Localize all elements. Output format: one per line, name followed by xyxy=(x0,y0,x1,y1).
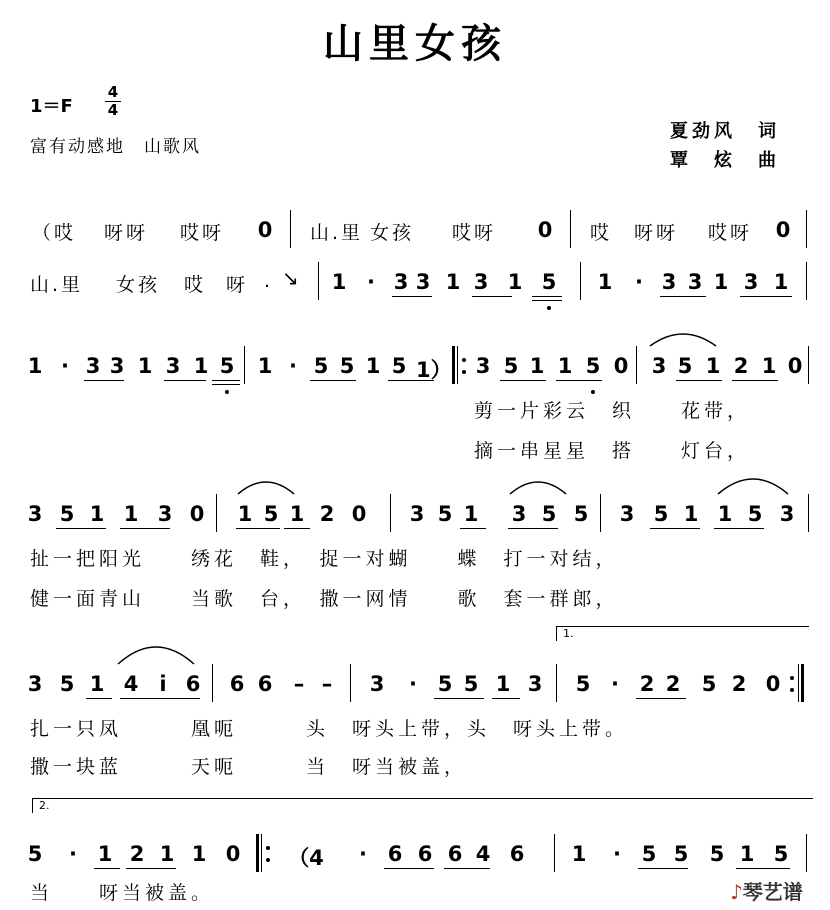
note: · xyxy=(69,842,77,866)
note: 2 xyxy=(731,672,747,696)
note: 5 xyxy=(773,842,789,866)
song-title: 山里女孩 xyxy=(323,21,507,67)
note: （4 xyxy=(288,846,324,870)
note: 1 xyxy=(191,842,207,866)
score-row-3 xyxy=(0,346,830,386)
lyrics-verse-1: 扯一把阳光 绣花 鞋， 捉一对蝴 蝶 打一对结， xyxy=(30,548,619,570)
note: 1 xyxy=(97,842,113,866)
time-signature xyxy=(103,84,123,119)
note: 5 xyxy=(339,354,355,378)
note: 5 xyxy=(313,354,329,378)
note: 5 xyxy=(709,842,725,866)
note: · xyxy=(613,842,621,866)
note: 5 xyxy=(573,502,589,526)
rest: 0 xyxy=(257,218,273,242)
note: 1 xyxy=(237,502,253,526)
note: 1 xyxy=(159,842,175,866)
note: 0 xyxy=(351,502,367,526)
intro-text: 哎 xyxy=(590,222,613,244)
note: 2 xyxy=(639,672,655,696)
note: 3 xyxy=(165,354,181,378)
score-row-5 xyxy=(0,664,830,704)
note: 5 xyxy=(219,354,235,378)
note: 5 xyxy=(677,354,693,378)
note: 1 xyxy=(683,502,699,526)
watermark-logo xyxy=(730,876,803,905)
intro-text: 女孩 xyxy=(116,274,161,296)
note: 5 xyxy=(59,502,75,526)
note: 6 xyxy=(229,672,245,696)
note: 3 xyxy=(369,672,385,696)
intro-text: 山.里 xyxy=(30,274,84,296)
slur-icon xyxy=(508,476,568,496)
note: 0 xyxy=(613,354,629,378)
note: 1 xyxy=(773,270,789,294)
note: 3 xyxy=(27,672,43,696)
lyrics-verse-2: 健一面青山 当歌 台， 撒一网情 歌 套一群郎， xyxy=(30,588,619,610)
note: 3 xyxy=(779,502,795,526)
intro-text: 哎呀 xyxy=(452,222,497,244)
note: 5 xyxy=(653,502,669,526)
key-signature: 1＝F xyxy=(30,96,73,117)
note: 3 xyxy=(473,270,489,294)
note: · xyxy=(61,354,69,378)
note: 5 xyxy=(27,842,43,866)
note: 5 xyxy=(575,672,591,696)
score-row-6 xyxy=(0,834,830,874)
note: 6 xyxy=(509,842,525,866)
note: · xyxy=(289,354,297,378)
intro-text: 呀呀 xyxy=(634,222,679,244)
note: 0 xyxy=(765,672,781,696)
note: 5 xyxy=(263,502,279,526)
note: 3 xyxy=(687,270,703,294)
note: 5 xyxy=(391,354,407,378)
note: 1 xyxy=(761,354,777,378)
note: 3 xyxy=(511,502,527,526)
note: 6 xyxy=(447,842,463,866)
score-row-2 xyxy=(0,262,830,302)
note: 1 xyxy=(597,270,613,294)
note: 0 xyxy=(189,502,205,526)
note: 1 xyxy=(507,270,523,294)
note: 1 xyxy=(463,502,479,526)
score-row-1 xyxy=(0,210,830,250)
note: 3 xyxy=(475,354,491,378)
note: 1 xyxy=(89,502,105,526)
note: · xyxy=(611,672,619,696)
dash: – xyxy=(321,672,333,696)
intro-text: 山.里 xyxy=(310,222,364,244)
note: 1） xyxy=(416,358,452,382)
note: 1 xyxy=(27,354,43,378)
note: 3 xyxy=(393,270,409,294)
note: 3 xyxy=(85,354,101,378)
note: i xyxy=(159,672,167,696)
time-signature-bottom: 4 xyxy=(107,101,119,119)
note: 1 xyxy=(257,354,273,378)
note: 5 xyxy=(747,502,763,526)
note: 1 xyxy=(705,354,721,378)
note: 6 xyxy=(417,842,433,866)
note: 5 xyxy=(59,672,75,696)
note: 6 xyxy=(257,672,273,696)
note: 3 xyxy=(27,502,43,526)
lyrics-verse-1: 剪一片彩云 织 花带， xyxy=(474,400,751,422)
score-row-4 xyxy=(0,494,830,534)
note: 3 xyxy=(661,270,677,294)
watermark-text: 琴艺谱 xyxy=(742,880,803,904)
note: 5 xyxy=(585,354,601,378)
note: 1 xyxy=(89,672,105,696)
time-signature-top: 4 xyxy=(107,83,119,101)
rest: 0 xyxy=(537,218,553,242)
note: · xyxy=(409,672,417,696)
lyrics-verse-2: 摘一串星星 搭 灯台， xyxy=(474,440,751,462)
note: 3 xyxy=(415,270,431,294)
note: 1 xyxy=(137,354,153,378)
note: 5 xyxy=(673,842,689,866)
intro-text: . xyxy=(264,270,274,292)
intro-text: 女孩 xyxy=(370,222,415,244)
note: 1 xyxy=(717,502,733,526)
intro-text: 呀 xyxy=(226,274,249,296)
note: 0 xyxy=(225,842,241,866)
lyrics-verse-2: 撒一块蓝 天呃 当 呀当被盖， xyxy=(30,756,468,778)
note: 3 xyxy=(409,502,425,526)
note: 4 xyxy=(123,672,139,696)
tempo-marking: 富有动感地 山歌风 xyxy=(30,137,201,157)
lyrics-verse-1: 扎一只凤 凰呃 头 呀头上带，头 呀头上带。 xyxy=(30,718,629,740)
note: 1 xyxy=(713,270,729,294)
note: 5 xyxy=(541,270,557,294)
note: 1 xyxy=(289,502,305,526)
note: 3 xyxy=(527,672,543,696)
note: 5 xyxy=(503,354,519,378)
lyricist-credit: 夏劲风 词 xyxy=(670,121,780,142)
note: 1 xyxy=(571,842,587,866)
note: 1 xyxy=(193,354,209,378)
note: 1 xyxy=(495,672,511,696)
slur-icon xyxy=(716,472,790,496)
note: 1 xyxy=(123,502,139,526)
volta-first-ending: 1. xyxy=(556,626,809,641)
dash: – xyxy=(293,672,305,696)
note: 1 xyxy=(529,354,545,378)
note: 5 xyxy=(437,672,453,696)
intro-text: （哎 xyxy=(32,222,77,244)
note: 5 xyxy=(701,672,717,696)
note: 3 xyxy=(619,502,635,526)
note: 1 xyxy=(445,270,461,294)
note: 5 xyxy=(463,672,479,696)
note: 2 xyxy=(129,842,145,866)
note: 0 xyxy=(787,354,803,378)
intro-text: 呀呀 xyxy=(104,222,149,244)
watermark-icon: ♪ xyxy=(730,880,743,904)
note: · xyxy=(635,270,643,294)
intro-text: 哎呀 xyxy=(708,222,753,244)
note: 3 xyxy=(651,354,667,378)
note: 4 xyxy=(475,842,491,866)
note: 5 xyxy=(437,502,453,526)
note: 6 xyxy=(185,672,201,696)
intro-text: 哎 xyxy=(184,274,207,296)
lyrics-verse-1: 当 呀当被盖。 xyxy=(30,882,215,904)
rest: 0 xyxy=(775,218,791,242)
slur-icon xyxy=(648,328,718,348)
composer-credit: 覃 炫 曲 xyxy=(670,150,780,171)
note: 3 xyxy=(109,354,125,378)
note: 2 xyxy=(319,502,335,526)
note: 1 xyxy=(365,354,381,378)
note: 2 xyxy=(665,672,681,696)
slur-icon xyxy=(116,638,196,666)
note: 1 xyxy=(331,270,347,294)
note: 5 xyxy=(541,502,557,526)
note: 3 xyxy=(743,270,759,294)
note: 1 xyxy=(557,354,573,378)
note: 2 xyxy=(733,354,749,378)
note: 5 xyxy=(641,842,657,866)
note: · xyxy=(367,270,375,294)
slur-icon xyxy=(236,476,296,496)
note: 1 xyxy=(739,842,755,866)
slide-arrow-icon: ↘ xyxy=(282,266,299,290)
note: 6 xyxy=(387,842,403,866)
intro-text: 哎呀 xyxy=(180,222,225,244)
note: · xyxy=(359,842,367,866)
volta-second-ending: 2. xyxy=(32,798,813,813)
note: 3 xyxy=(157,502,173,526)
